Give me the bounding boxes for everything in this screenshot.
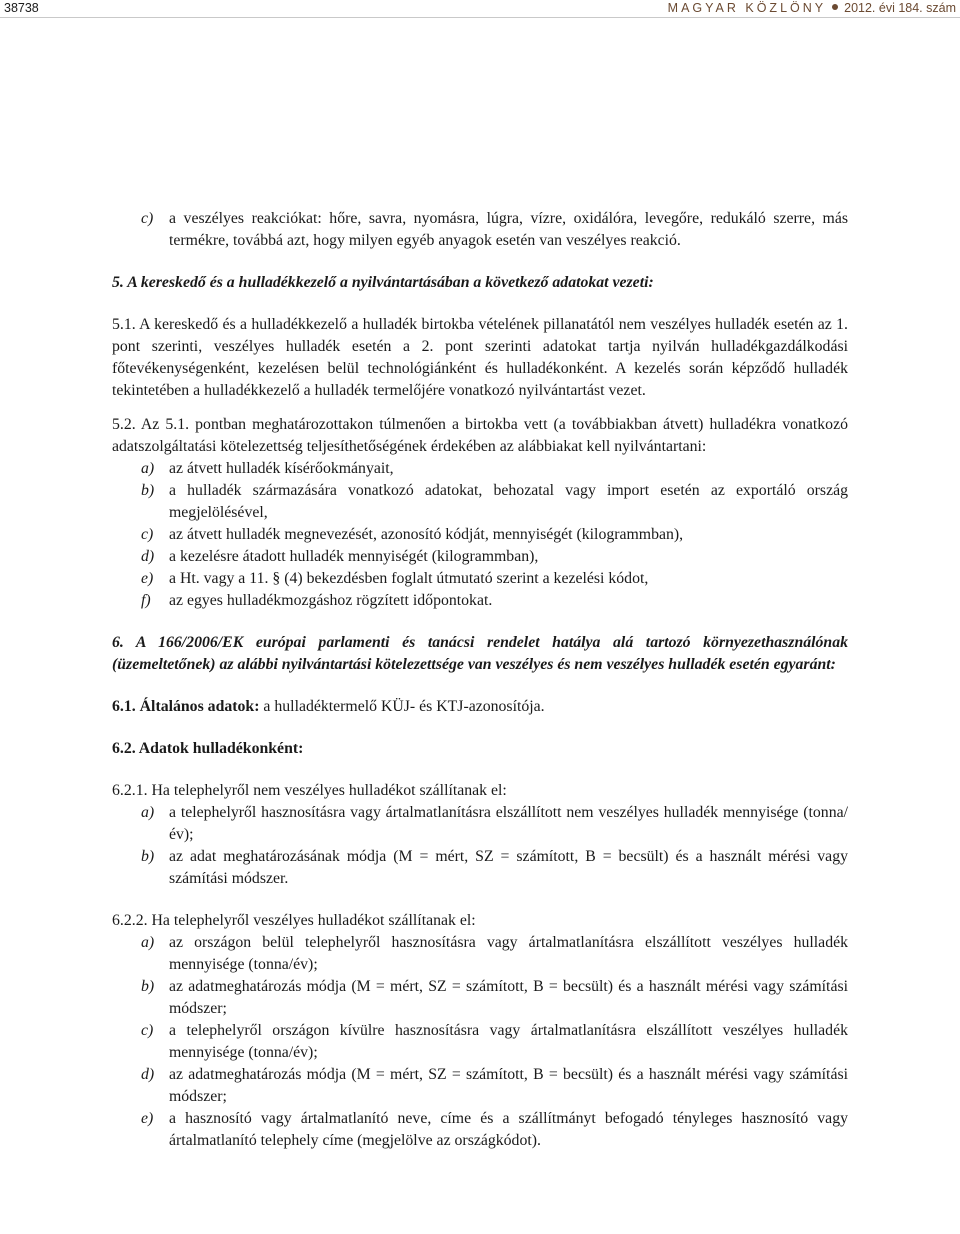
list-item: a) a telephelyről hasznosításra vagy ártalmatlanításra elszállított nem veszélyes hulladék mennyisége (tonna/év); — [141, 804, 848, 843]
paragraph-6-2-1: 6.2.1. Ha telephelyről nem veszélyes hulladékot szállítanak el: — [112, 782, 507, 799]
list-item — [112, 208, 848, 252]
list-item: c) az átvett hulladék megnevezését, azonosító kódját, mennyiségét (kilogrammban), — [141, 526, 684, 543]
list-item: d) az adatmeghatározás módja (M = mért, SZ = számított, B = becsült) és a használt mérési vagy számítási módszer; — [141, 1066, 848, 1105]
list-5-2 — [112, 458, 848, 612]
list-item: e) a Ht. vagy a 11. § (4) bekezdésben foglalt útmutató szerint a kezelési kódot, — [141, 570, 649, 587]
list-item: b) a hulladék származására vonatkozó adatokat, behozatal vagy import esetén az exportáló ország megjelölésével, — [141, 482, 848, 521]
list-item: e) a hasznosító vagy ártalmatlanító neve, címe és a szállítmányt befogadó tényleges hasznosító vagy ártalmatlanító telephely címe (megjelölve az országkódot). — [141, 1110, 848, 1149]
list-item: a) az országon belül telephelyről hasznosításra vagy ártalmatlanításra elszállított veszélyes hulladék mennyisége (tonna/év); — [141, 934, 848, 973]
paragraph-6-1-text: a hulladéktermelő KÜJ- és KTJ-azonosítója. — [259, 698, 545, 715]
page-header — [0, 0, 960, 18]
list-item: d) a kezelésre átadott hulladék mennyiségét (kilogrammban), — [141, 548, 539, 565]
document-body — [112, 208, 848, 1152]
paragraph-6-1-label: 6.1. Általános adatok: — [112, 698, 260, 715]
journal-title — [668, 0, 956, 16]
list-item: b) az adat meghatározásának módja (M = mért, SZ = számított, B = becsült) és a használt mérési vagy számítási módszer. — [141, 848, 848, 887]
section-5-heading: 5. A kereskedő és a hulladékkezelő a nyilvántartásában a következő adatokat vezeti: — [112, 274, 654, 291]
list-item: a) az átvett hulladék kísérőokmányait, — [141, 460, 394, 477]
section-6-heading: 6. A 166/2006/EK európai parlamenti és tanácsi rendelet hatálya alá tartozó környezethasználónak (üzemeltetőnek) az alábbi nyilvántartási kötelezettsége van veszélyes és nem veszélyes hulladék esetén egyaránt: — [112, 634, 848, 673]
list-6-2-2 — [112, 932, 848, 1152]
bullet-dot-icon — [832, 4, 838, 10]
item-label: c) — [141, 210, 154, 227]
paragraph-6-2-2: 6.2.2. Ha telephelyről veszélyes hulladékot szállítanak el: — [112, 912, 476, 929]
page-number: 38738 — [4, 1, 39, 15]
list-6-2-1 — [112, 802, 848, 890]
paragraph-5-1: 5.1. A kereskedő és a hulladékkezelő a hulladék birtokba vételének pillanatától nem veszélyes hulladék esetén az 1. pont szerinti, veszélyes hulladék esetén a 2. pont szerinti adatokat tartja nyilván hulladékgazdálkodási főtevékenységenként, kezelésen belül technológiánként és hulladékonként. A kezelés során képződő hulladék tekintetében a hulladékkezelő a hulladék termelőjére vonatkozó nyilvántartást vezet. — [112, 316, 848, 399]
issue-number: 2012. évi 184. szám — [844, 1, 956, 15]
list-item: c) a telephelyről országon kívülre hasznosításra vagy ártalmatlanításra elszállított veszélyes hulladék mennyisége (tonna/év); — [141, 1022, 848, 1061]
paragraph-6-1 — [112, 696, 848, 718]
list-item: b) az adatmeghatározás módja (M = mért, SZ = számított, B = becsült) és a használt mérési vagy számítási módszer; — [141, 978, 848, 1017]
journal-name: MAGYAR KÖZLÖNY — [667, 1, 827, 15]
list-item: f) az egyes hulladékmozgáshoz rögzített időpontokat. — [141, 592, 493, 609]
paragraph-5-2: 5.2. Az 5.1. pontban meghatározottakon túlmenően a birtokba vett (a továbbiakban átvett) hulladékra vonatkozó adatszolgáltatási kötelezettség teljesíthetőségének érdekében az alábbiakat kell nyilvántartani: — [112, 416, 848, 455]
item-text: a veszélyes reakciókat: hőre, savra, nyomásra, lúgra, vízre, oxidálóra, levegőre, redukáló szerre, más termékre, továbbá azt, hogy milyen egyéb anyagok esetén van veszélyes reakció. — [169, 210, 848, 249]
section-6-2-heading: 6.2. Adatok hulladékonként: — [112, 740, 304, 757]
